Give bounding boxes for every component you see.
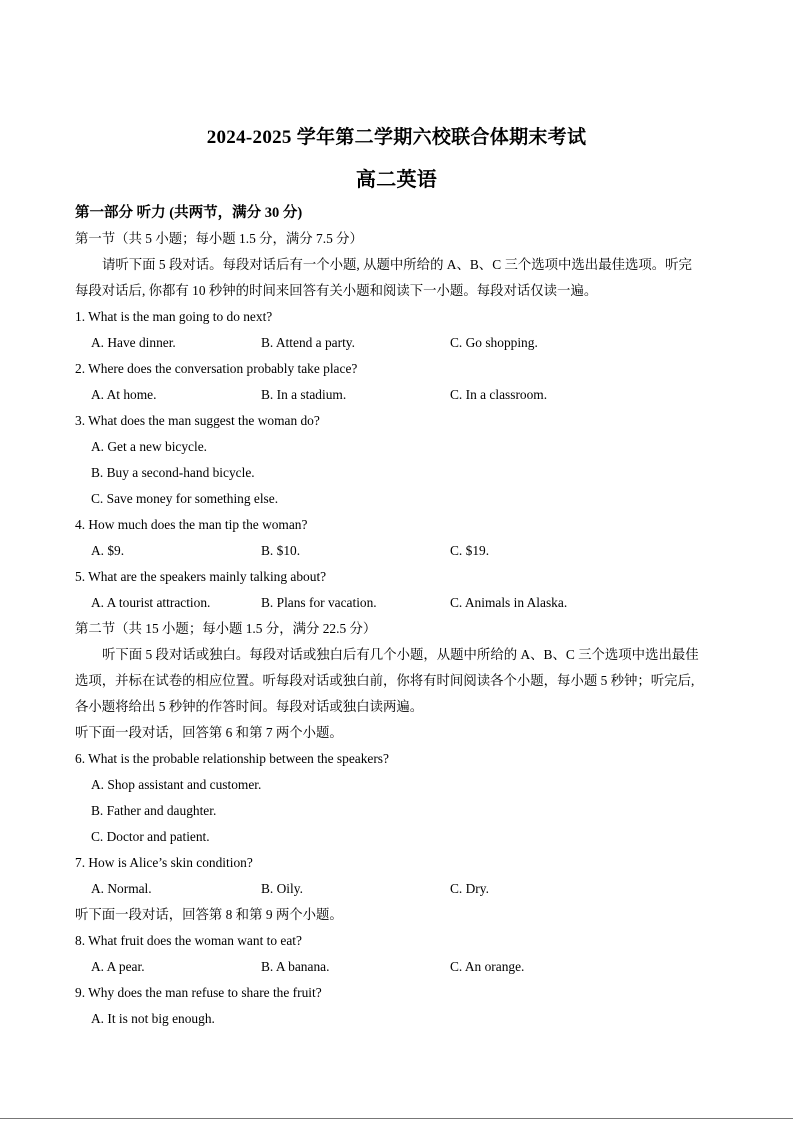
question-5-option-a: A. A tourist attraction.: [91, 595, 211, 610]
question-8-option-c: C. An orange.: [450, 959, 525, 974]
question-2-option-c: C. In a classroom.: [450, 387, 548, 402]
section2-instruction-line1: 听下面 5 段对话或独白。每段对话或独白后有几个小题，从题中所给的 A、B、C 三个选项中选出最佳: [102, 647, 699, 662]
question-6-stem: 6. What is the probable relationship between the speakers?: [75, 751, 389, 766]
question-2-option-a: A. At home.: [91, 387, 157, 402]
question-1-option-a: A. Have dinner.: [91, 335, 176, 350]
question-7-option-b: B. Oily.: [261, 881, 303, 896]
question-3-stem: 3. What does the man suggest the woman do?: [75, 413, 320, 428]
question-6-option-c: C. Doctor and patient.: [91, 829, 210, 844]
question-8-option-a: A. A pear.: [91, 959, 145, 974]
section1-instruction-line1: 请听下面 5 段对话。每段对话后有一个小题, 从题中所给的 A、B、C 三个选项中选出最佳选项。听完: [102, 257, 692, 272]
section2-instruction-line2: 选项，并标在试卷的相应位置。听每段对话或独白前，你将有时间阅读各个小题，每小题 5 秒钟；听完后,: [75, 673, 695, 688]
question-1-stem: 1. What is the man going to do next?: [75, 309, 273, 324]
question-3-option-c: C. Save money for something else.: [91, 491, 279, 506]
question-5-stem: 5. What are the speakers mainly talking about?: [75, 569, 327, 584]
section2-heading: 第二节（共 15 小题；每小题 1.5 分，满分 22.5 分）: [75, 621, 377, 636]
question-8-stem: 8. What fruit does the woman want to eat?: [75, 933, 302, 948]
question-1-option-c: C. Go shopping.: [450, 335, 538, 350]
question-6-option-a: A. Shop assistant and customer.: [91, 777, 262, 792]
question-7-stem: 7. How is Alice’s skin condition?: [75, 855, 253, 870]
exam-title: 2024-2025 学年第二学期六校联合体期末考试: [206, 127, 587, 148]
question-7-option-c: C. Dry.: [450, 881, 489, 896]
question-9-stem: 9. Why does the man refuse to share the fruit?: [75, 985, 322, 1000]
question-3-option-b: B. Buy a second-hand bicycle.: [91, 465, 255, 480]
part1-heading: 第一部分 听力 (共两节，满分 30 分): [75, 205, 303, 221]
section1-instruction-line2: 每段对话后, 你都有 10 秒钟的时间来回答有关小题和阅读下一小题。每段对话仅读一遍。: [75, 283, 598, 298]
dialog-8-9-intro: 听下面一段对话，回答第 8 和第 9 两个小题。: [75, 907, 343, 922]
section1-heading: 第一节（共 5 小题；每小题 1.5 分，满分 7.5 分）: [75, 231, 363, 246]
section2-instruction-line3: 各小题将给出 5 秒钟的作答时间。每段对话或独白读两遍。: [75, 699, 424, 714]
question-8-option-b: B. A banana.: [261, 959, 330, 974]
question-5-option-b: B. Plans for vacation.: [261, 595, 377, 610]
dialog-6-7-intro: 听下面一段对话，回答第 6 和第 7 两个小题。: [75, 725, 343, 740]
exam-subject: 高二英语: [355, 169, 438, 191]
question-1-option-b: B. Attend a party.: [261, 335, 355, 350]
question-4-option-a: A. $9.: [91, 543, 125, 558]
question-4-stem: 4. How much does the man tip the woman?: [75, 517, 308, 532]
page-bottom-rule: [0, 1118, 793, 1119]
question-3-option-a: A. Get a new bicycle.: [91, 439, 208, 454]
question-2-option-b: B. In a stadium.: [261, 387, 347, 402]
question-4-option-c: C. $19.: [450, 543, 490, 558]
question-4-option-b: B. $10.: [261, 543, 301, 558]
question-7-option-a: A. Normal.: [91, 881, 152, 896]
question-9-option-a: A. It is not big enough.: [91, 1011, 215, 1026]
question-2-stem: 2. Where does the conversation probably take place?: [75, 361, 358, 376]
question-5-option-c: C. Animals in Alaska.: [450, 595, 568, 610]
question-6-option-b: B. Father and daughter.: [91, 803, 217, 818]
